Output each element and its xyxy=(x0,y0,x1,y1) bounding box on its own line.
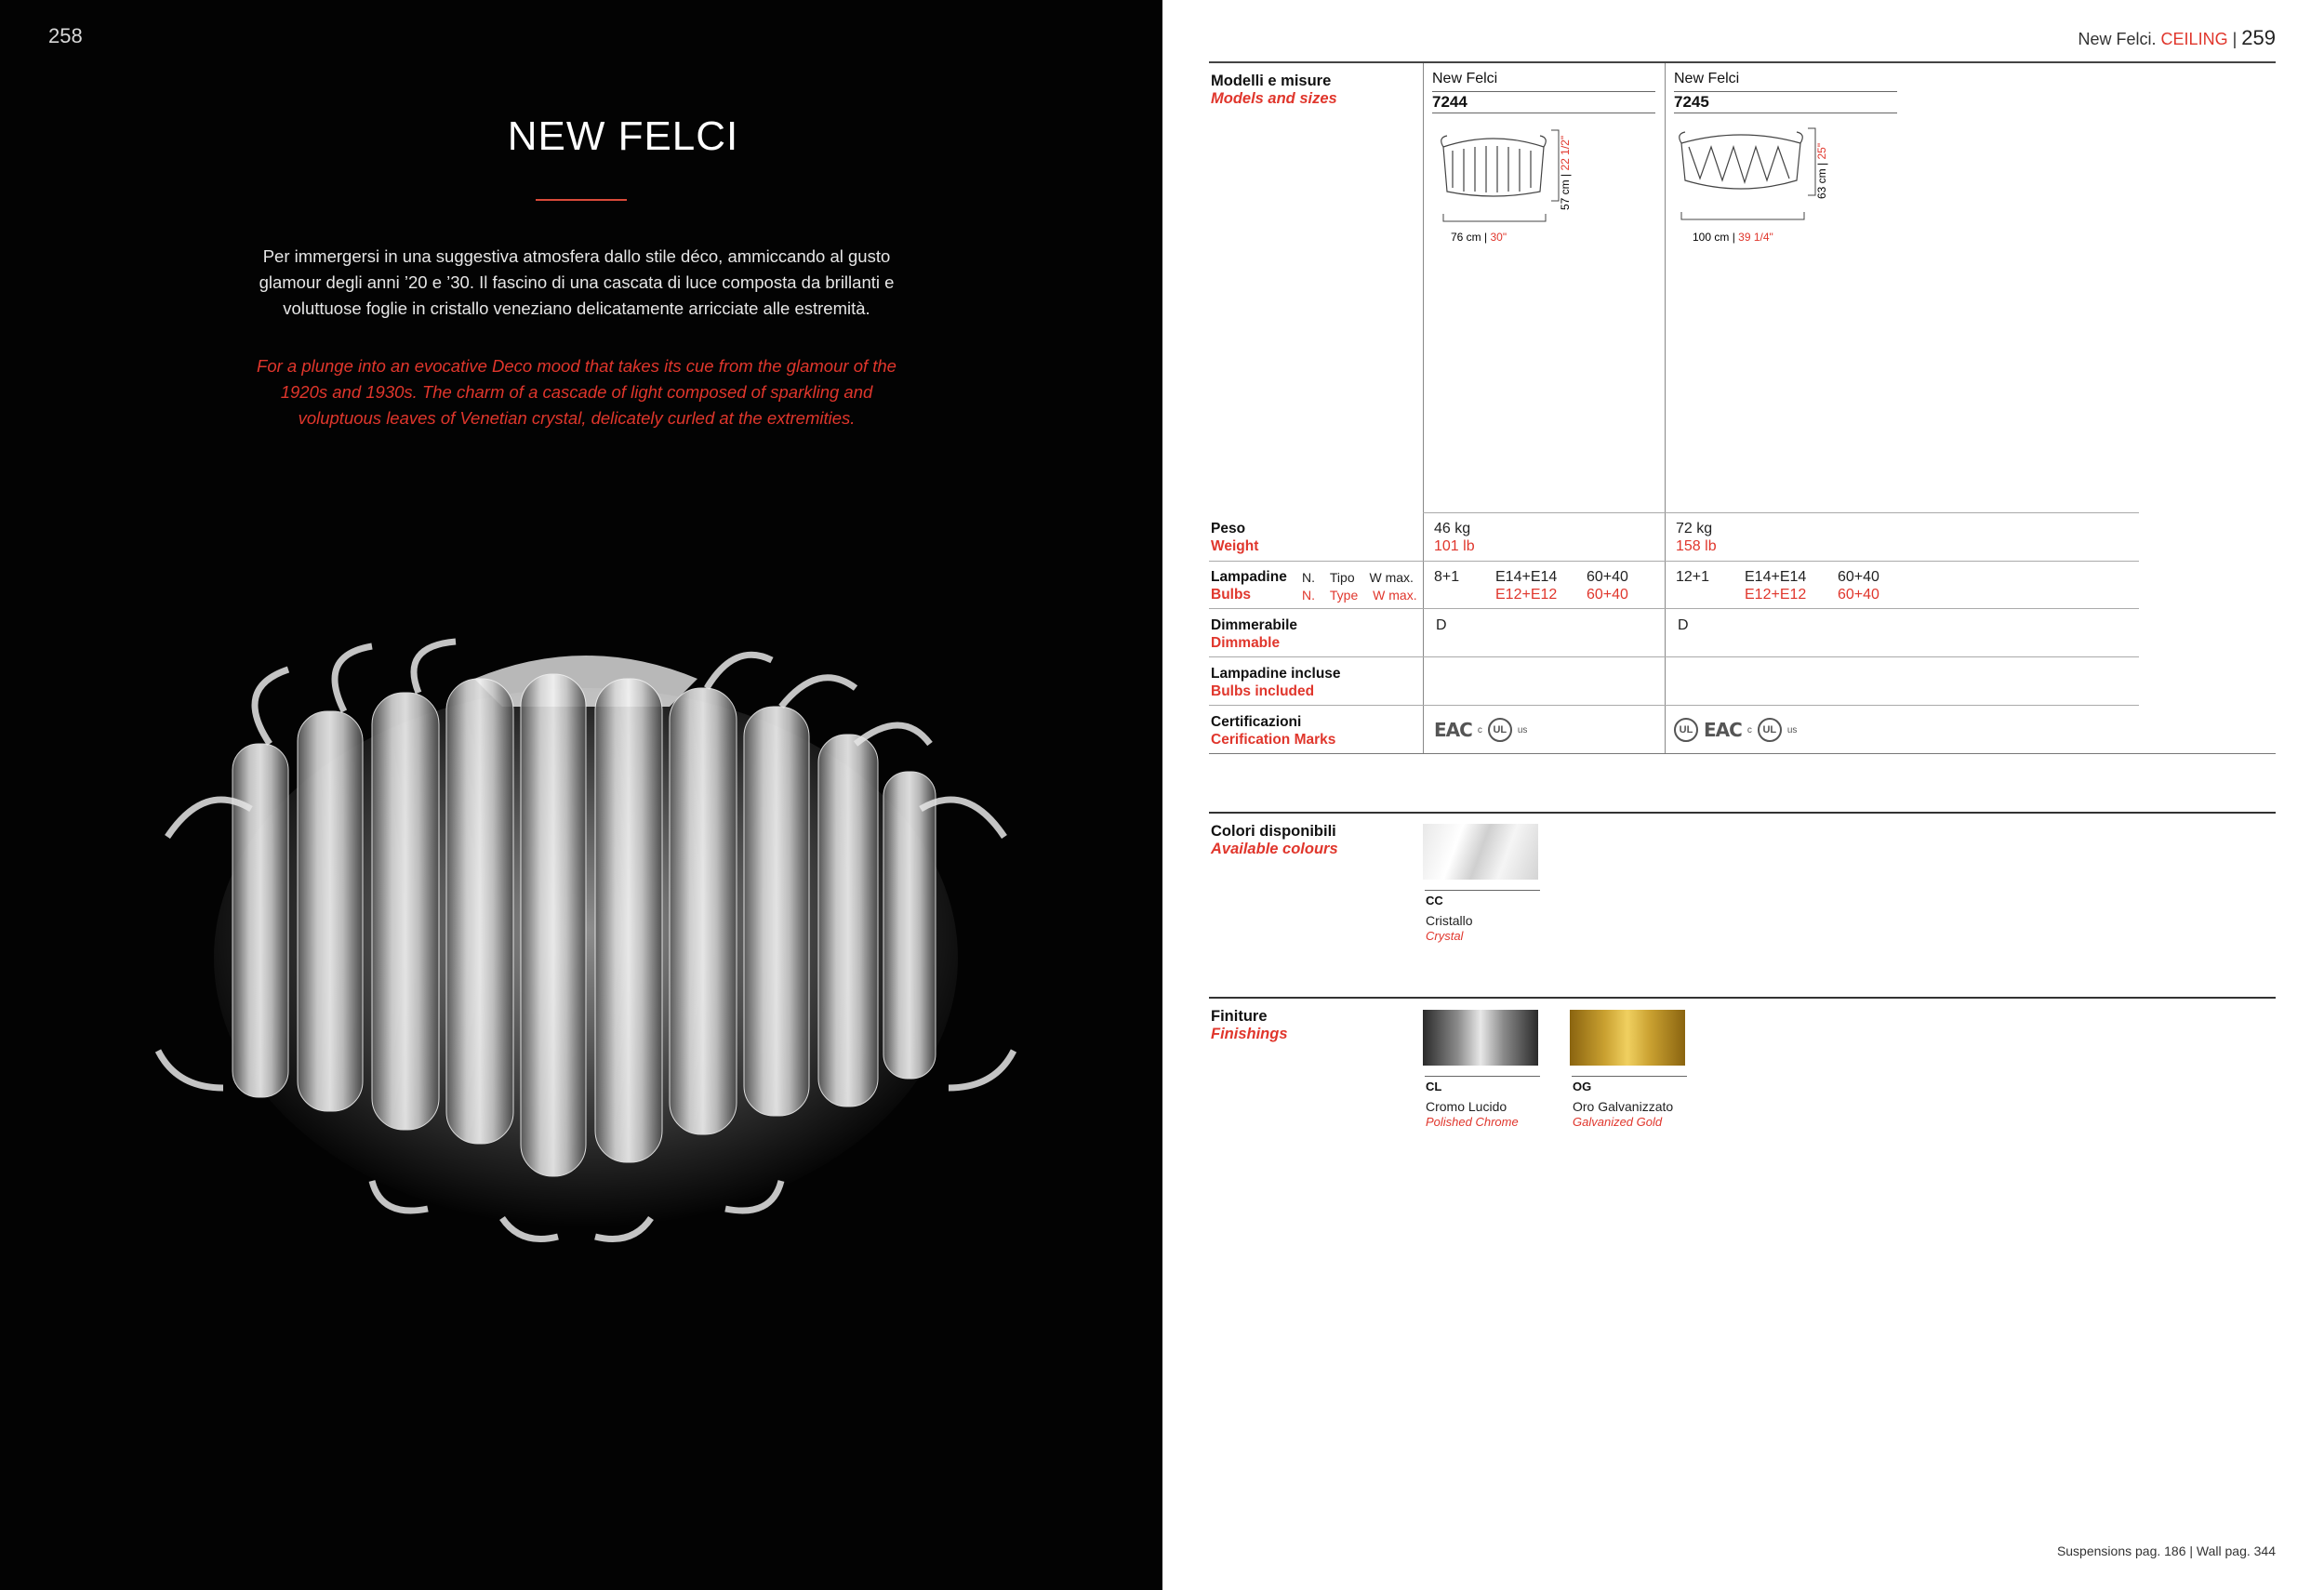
right-page xyxy=(1162,0,2324,1590)
models-label xyxy=(1211,73,1337,108)
model-7245-drawing xyxy=(1676,126,1806,199)
swatch-rule xyxy=(1425,1076,1540,1077)
cert-marks-7245: UL EAC c UL us xyxy=(1674,718,1797,742)
model-7244-drawing xyxy=(1438,130,1549,201)
models-label-it: Modelli e misure xyxy=(1211,73,1332,89)
swatch-polished-chrome xyxy=(1423,1010,1538,1066)
row-separator xyxy=(1423,512,2139,513)
width-label-7244: 76 cm | 30" xyxy=(1451,231,1507,244)
running-head-category: CEILING xyxy=(2160,30,2228,48)
row-separator xyxy=(1209,753,2276,754)
bulbs-subheaders: N. Tipo W max. N. Type W max. xyxy=(1302,570,1417,603)
footer-cross-reference: Suspensions pag. 186 | Wall pag. 344 xyxy=(2056,1544,2276,1558)
chandelier-photo xyxy=(130,623,1042,1265)
cert-marks-7244: EAC c UL us xyxy=(1434,719,1528,741)
finish-code-cl: CL xyxy=(1426,1080,1442,1093)
top-rule xyxy=(1209,61,2276,63)
row-separator xyxy=(1209,608,2139,609)
weight-7244: 46 kg 101 lb xyxy=(1434,521,1475,554)
bulbs-w-7244: 60+40 60+40 xyxy=(1587,569,1628,603)
width-dimension-7244 xyxy=(1441,212,1553,227)
page-number-left: 258 xyxy=(48,24,83,47)
product-title: NEW FELCI xyxy=(507,113,739,159)
bulbs-n-7244: 8+1 xyxy=(1434,569,1460,585)
cert-row-label: Certificazioni Cerification Marks xyxy=(1211,714,1336,748)
models-label-en: Models and sizes xyxy=(1211,90,1337,107)
page-number-right: 259 xyxy=(2241,26,2276,49)
row-separator xyxy=(1209,656,2139,657)
model-name-7245: New Felci xyxy=(1674,71,1740,86)
ul-mark-icon: UL xyxy=(1758,718,1782,742)
colour-name-cc: Cristallo xyxy=(1426,913,1473,928)
weight-row-label: Peso Weight xyxy=(1211,521,1259,554)
finishings-rule xyxy=(1209,997,2276,999)
bulbs-n-7245: 12+1 xyxy=(1676,569,1710,585)
colours-rule xyxy=(1209,812,2276,814)
colour-name-en-cc: Crystal xyxy=(1426,929,1464,943)
swatch-crystal xyxy=(1423,824,1538,880)
bulbs-included-row-label: Lampadine incluse Bulbs included xyxy=(1211,666,1341,699)
model-code-7244: 7244 xyxy=(1432,93,1467,111)
running-head-product: New Felci. xyxy=(2078,30,2157,48)
dimmable-7244: D xyxy=(1436,617,1447,633)
finish-name-og: Oro Galvanizzato xyxy=(1573,1099,1674,1114)
model-rule xyxy=(1432,91,1655,92)
row-separator xyxy=(1209,561,2139,562)
row-separator xyxy=(1209,705,2139,706)
colours-label: Colori disponibili Available colours xyxy=(1211,823,1338,857)
description-english: For a plunge into an evocative Deco mood that takes its cue from the glamour of the 1920s and 1930s. The charm of a cascade of light composed of sparkling and voluptuous leaves of Venetian crystal, delicately curled at the extremities. xyxy=(257,356,896,428)
ul-mark-icon: UL xyxy=(1488,718,1512,742)
title-underline xyxy=(536,199,627,201)
model-name-7244: New Felci xyxy=(1432,71,1498,86)
column-divider-2 xyxy=(1665,63,1666,753)
weight-7245: 72 kg 158 lb xyxy=(1676,521,1717,554)
model-rule xyxy=(1674,91,1897,92)
bulbs-w-7245: 60+40 60+40 xyxy=(1838,569,1879,603)
dimmable-row-label: Dimmerabile Dimmable xyxy=(1211,617,1298,651)
bulbs-row-label: Lampadine Bulbs xyxy=(1211,569,1287,603)
swatch-rule xyxy=(1425,890,1540,891)
colour-code-cc: CC xyxy=(1426,894,1443,908)
running-head: New Felci. CEILING | 259 xyxy=(2078,26,2276,49)
finish-code-og: OG xyxy=(1573,1080,1592,1093)
finishings-label: Finiture Finishings xyxy=(1211,1008,1288,1042)
eac-mark-icon: EAC xyxy=(1434,719,1472,741)
column-divider-1 xyxy=(1423,63,1424,753)
eac-mark-icon: EAC xyxy=(1704,719,1742,741)
finish-name-cl: Cromo Lucido xyxy=(1426,1099,1507,1114)
finish-name-en-cl: Polished Chrome xyxy=(1426,1115,1519,1129)
swatch-galvanized-gold xyxy=(1570,1010,1685,1066)
finish-name-en-og: Galvanized Gold xyxy=(1573,1115,1663,1129)
description-italian: Per immergersi in una suggestiva atmosfera dallo stile déco, ammiccando al gusto glamour degli anni ’20 e ’30. Il fascino di una cascata di luce composta da brillanti e voluttuose foglie in cristallo veneziano delicatamente arricciate alle estremità. xyxy=(259,246,895,318)
swatch-rule xyxy=(1572,1076,1687,1077)
bulbs-type-7244: E14+E14 E12+E12 xyxy=(1495,569,1558,603)
width-dimension-7245 xyxy=(1680,210,1810,225)
height-label-7244: 57 cm | 22 1/2" xyxy=(1559,135,1572,210)
model-code-7245: 7245 xyxy=(1674,93,1709,111)
bulbs-type-7245: E14+E14 E12+E12 xyxy=(1745,569,1807,603)
dimmable-7245: D xyxy=(1678,617,1689,633)
ul-mark-icon: UL xyxy=(1674,718,1698,742)
width-label-7245: 100 cm | 39 1/4" xyxy=(1693,231,1773,244)
height-label-7245: 63 cm | 25" xyxy=(1815,142,1828,199)
